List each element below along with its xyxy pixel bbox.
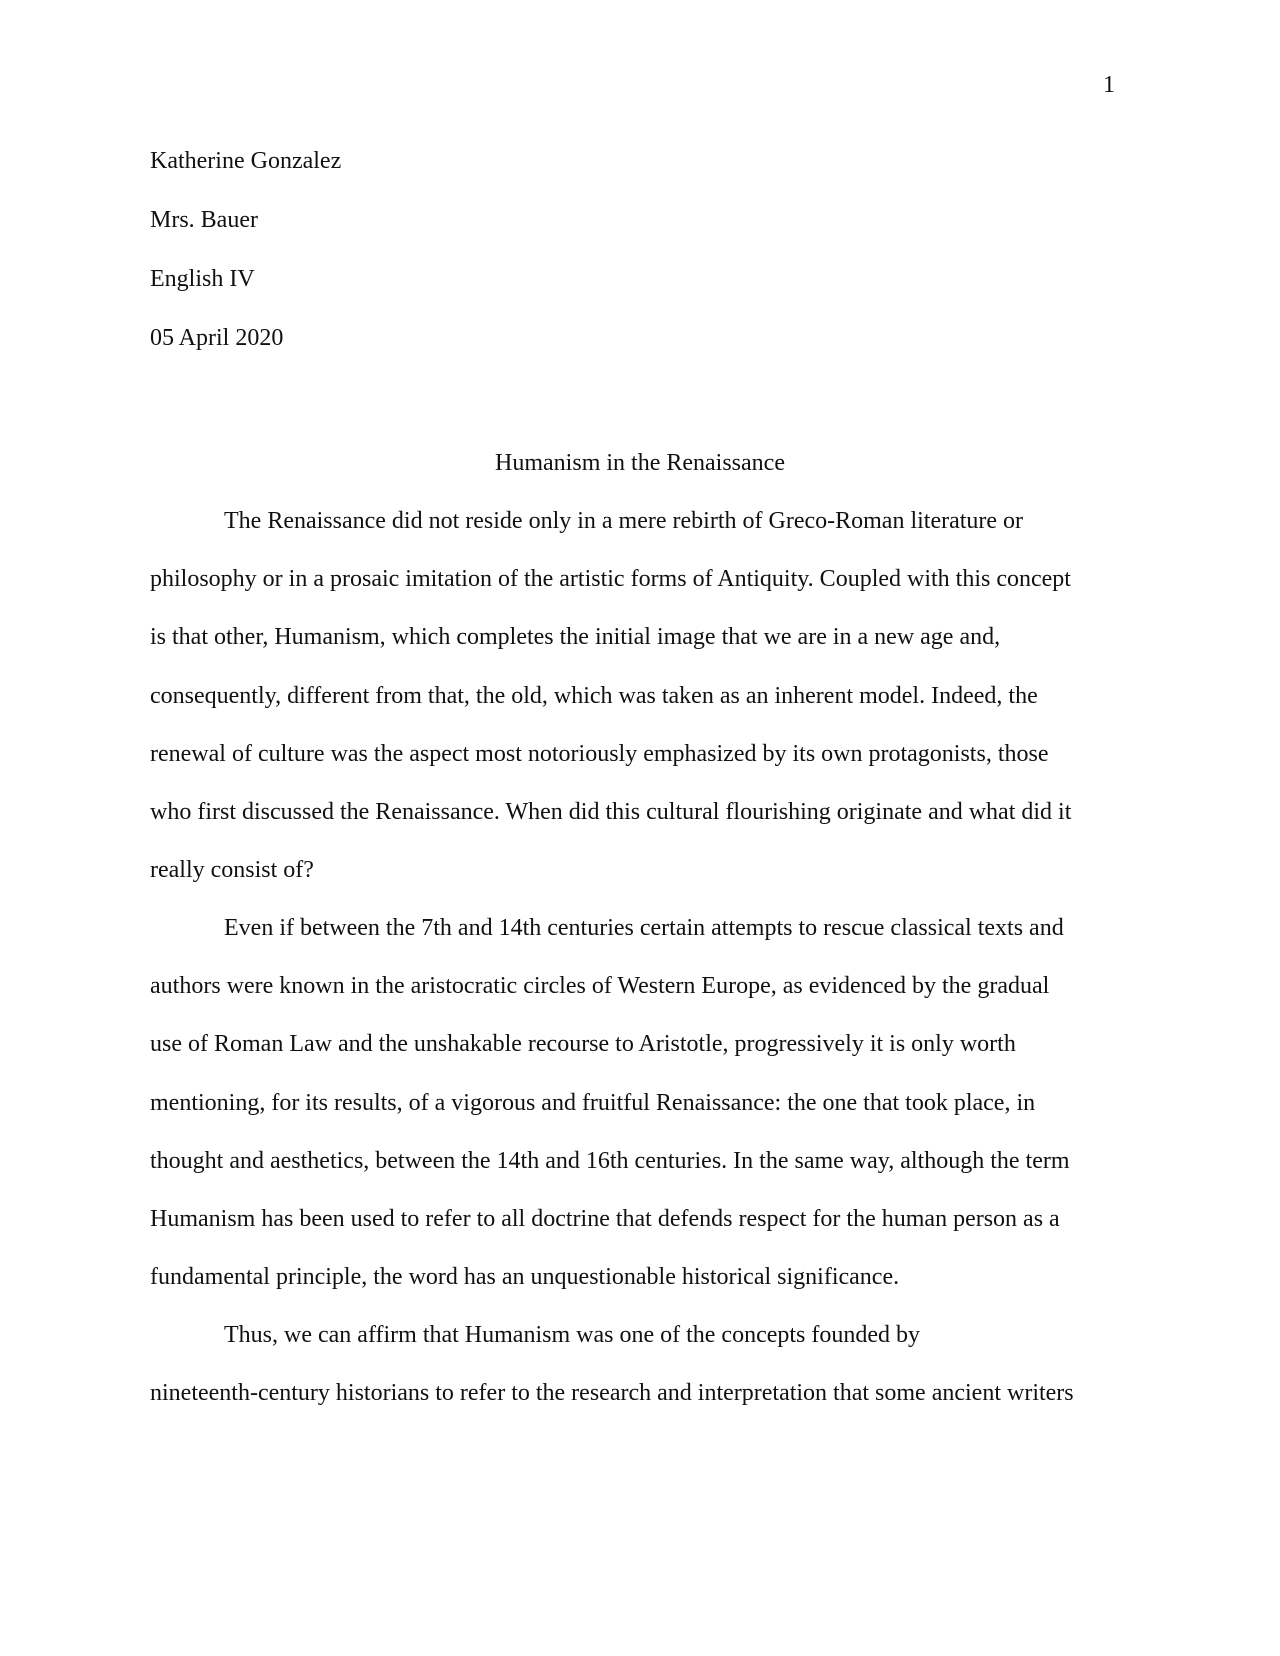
paragraph-line: is that other, Humanism, which completes the initial image that we are in a new age and, — [150, 624, 1001, 650]
essay-title: Humanism in the Renaissance — [495, 450, 785, 476]
paragraph-line: who first discussed the Renaissance. When did this cultural flourishing originate and what did it — [150, 799, 1072, 825]
page-number: 1 — [1103, 72, 1115, 98]
paragraph-line: The Renaissance did not reside only in a mere rebirth of Greco-Roman literature or — [224, 508, 1024, 534]
paragraph-line: renewal of culture was the aspect most notoriously emphasized by its own protagonists, those — [150, 741, 1049, 767]
paragraph-line: Humanism has been used to refer to all doctrine that defends respect for the human person as a — [150, 1206, 1060, 1232]
paragraph-line: Even if between the 7th and 14th centuries certain attempts to rescue classical texts and — [224, 915, 1064, 941]
paragraph-line: thought and aesthetics, between the 14th and 16th centuries. In the same way, although the term — [150, 1148, 1070, 1174]
paragraph-line: Thus, we can affirm that Humanism was one of the concepts founded by — [224, 1322, 921, 1348]
author-name: Katherine Gonzalez — [150, 148, 342, 174]
paragraph-line: really consist of? — [150, 857, 314, 883]
paragraph-line: philosophy or in a prosaic imitation of the artistic forms of Antiquity. Coupled with this concept — [150, 566, 1071, 592]
paragraph-line: fundamental principle, the word has an unquestionable historical significance. — [150, 1264, 900, 1290]
paragraph-line: mentioning, for its results, of a vigorous and fruitful Renaissance: the one that took place, in — [150, 1090, 1036, 1116]
paragraph-line: nineteenth-century historians to refer to the research and interpretation that some ancient writers — [150, 1380, 1074, 1406]
paragraph-line: authors were known in the aristocratic circles of Western Europe, as evidenced by the gradual — [150, 973, 1050, 999]
mla-heading — [150, 146, 341, 382]
paragraph-line: consequently, different from that, the old, which was taken as an inherent model. Indeed, the — [150, 683, 1038, 709]
paragraph-line: use of Roman Law and the unshakable recourse to Aristotle, progressively it is only worth — [150, 1031, 1016, 1057]
date: 05 April 2020 — [150, 325, 284, 351]
course-name: English IV — [150, 266, 255, 292]
instructor-name: Mrs. Bauer — [150, 207, 258, 233]
